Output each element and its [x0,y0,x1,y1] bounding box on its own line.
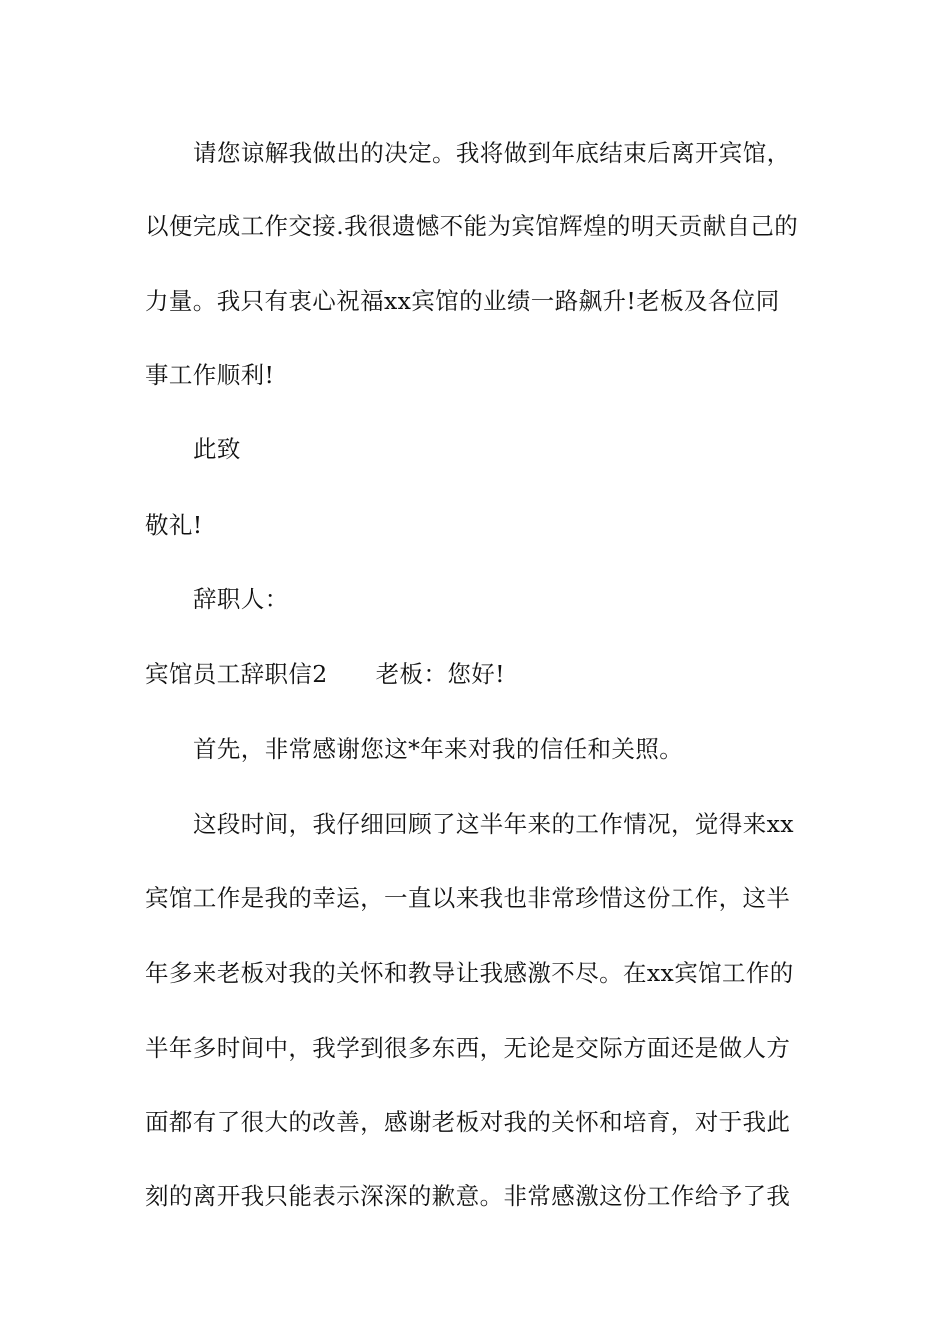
paragraph-line: 首先，非常感谢您这*年来对我的信任和关照。 [193,735,684,763]
closing-line: 此致 [193,435,241,463]
signature-label: 辞职人： [193,585,289,613]
paragraph-line: 以便完成工作交接.我很遗憾不能为宾馆辉煌的明天贡献自己的 [145,212,799,240]
paragraph-line: 宾馆工作是我的幸运，一直以来我也非常珍惜这份工作，这半 [145,884,791,912]
paragraph-line: 年多来老板对我的关怀和教导让我感激不尽。在xx宾馆工作的 [145,959,794,987]
paragraph-line: 刻的离开我只能表示深深的歉意。非常感激这份工作给予了我 [145,1182,791,1210]
paragraph-line: 这段时间，我仔细回顾了这半年来的工作情况，觉得来xx [193,810,794,838]
paragraph-line: 事工作顺利! [145,361,275,389]
greeting: 老板：您好! [375,660,505,688]
paragraph-line: 力量。我只有衷心祝福xx宾馆的业绩一路飙升!老板及各位同 [145,287,780,315]
salutation-line: 敬礼! [145,511,203,539]
paragraph-line: 半年多时间中，我学到很多东西，无论是交际方面还是做人方 [145,1034,791,1062]
paragraph-line: 面都有了很大的改善，感谢老板对我的关怀和培育，对于我此 [145,1108,791,1136]
section-title: 宾馆员工辞职信2 [145,660,328,688]
paragraph-line: 请您谅解我做出的决定。我将做到年底结束后离开宾馆， [193,139,791,167]
section-title-line [145,654,815,694]
